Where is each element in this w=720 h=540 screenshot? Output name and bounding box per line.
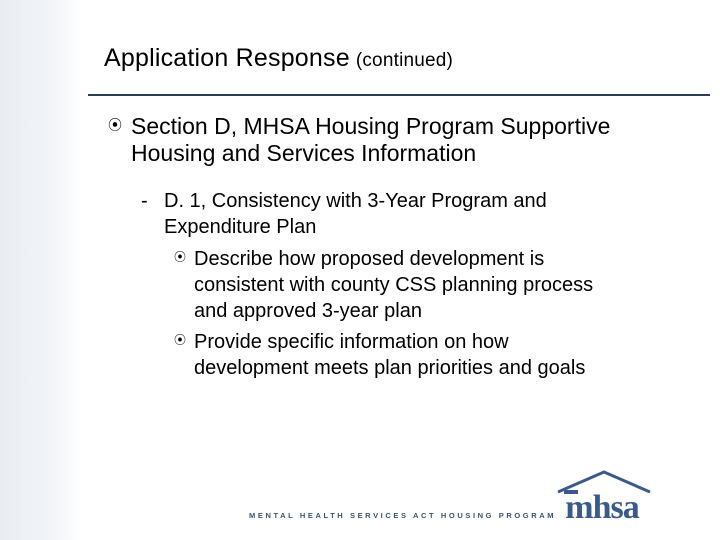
bullet-level2-line1: D. 1, Consistency with 3-Year Program and (164, 190, 547, 212)
target-bullet-icon: ⦿ (174, 250, 187, 264)
bullet-level1-line1: Section D, MHSA Housing Program Supportive (131, 113, 611, 139)
title-divider (88, 94, 710, 96)
bullet-level3-item1-line3: and approved 3-year plan (194, 300, 422, 322)
target-bullet-icon: ⦿ (174, 333, 187, 347)
bullet-level3-item2-line1: Provide specific information on how (194, 331, 509, 353)
logo-text: mhsa (565, 489, 639, 524)
bullet-level3-item1-line2: consistent with county CSS planning process (194, 274, 594, 296)
footer-program-name: MENTAL HEALTH SERVICES ACT HOUSING PROGRAM (249, 511, 557, 520)
left-gradient-band (0, 0, 80, 540)
slide-title-suffix: (continued) (355, 50, 454, 71)
target-bullet-icon: ⦿ (108, 117, 122, 133)
bullet-level1-line2: Housing and Services Information (131, 140, 477, 166)
bullet-level3-item1-line1: Describe how proposed development is (194, 248, 545, 270)
slide-title (104, 44, 453, 73)
slide-title-main: Application Response (104, 44, 350, 72)
bullet-level2-line2: Expenditure Plan (164, 216, 317, 238)
dash-bullet: - (141, 190, 148, 212)
mhsa-logo (546, 466, 658, 524)
bullet-level3-item2-line2: development meets plan priorities and goals (194, 357, 586, 379)
